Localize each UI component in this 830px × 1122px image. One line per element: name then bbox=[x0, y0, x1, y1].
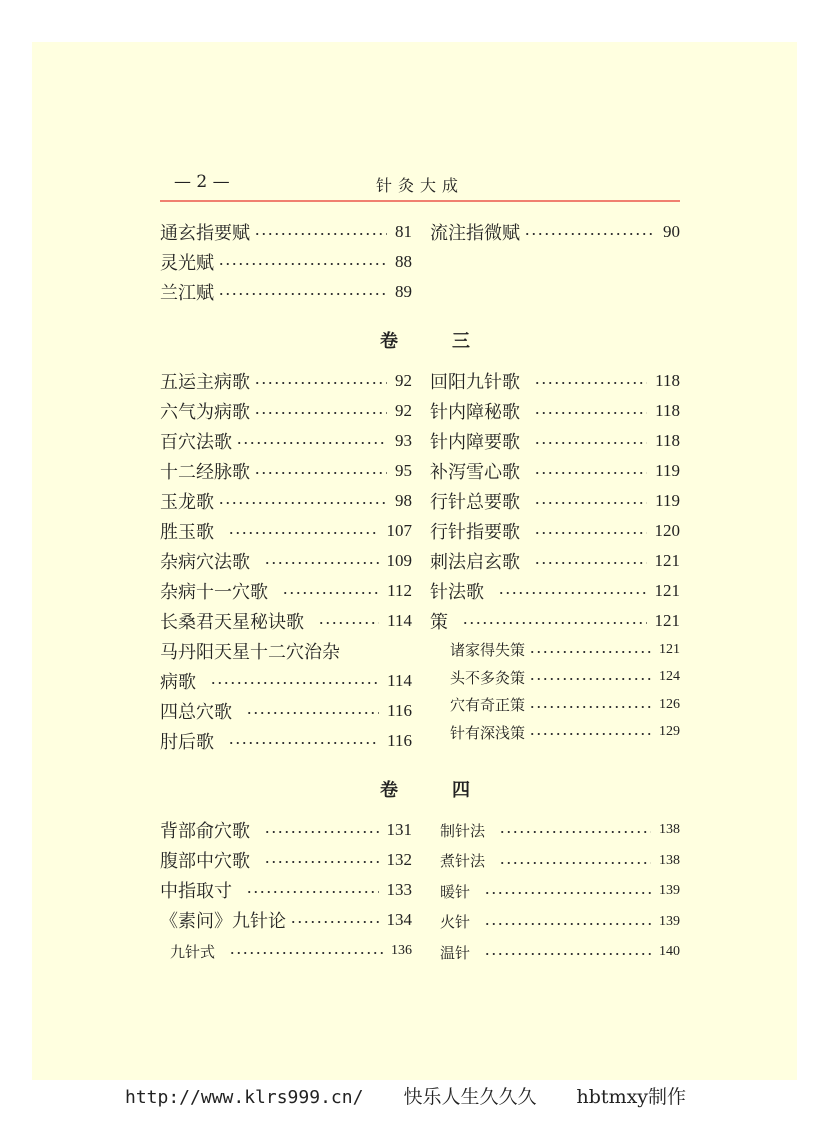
toc-entry-title: 针内障要歌 bbox=[430, 432, 520, 453]
leader-dots bbox=[534, 441, 647, 445]
leader-dots bbox=[218, 262, 387, 266]
leader-dots bbox=[318, 621, 379, 625]
toc-entry[interactable] bbox=[160, 456, 412, 486]
toc-entry[interactable] bbox=[160, 366, 412, 396]
toc-entry[interactable] bbox=[160, 726, 412, 756]
leader-dots bbox=[499, 861, 651, 865]
toc-entry-title: 针法歌 bbox=[430, 582, 484, 603]
toc-entry-page: 126 bbox=[659, 696, 680, 712]
footer-url[interactable]: http://www.klrs999.cn/ bbox=[125, 1087, 364, 1108]
footer-credit: hbtmxy制作 bbox=[576, 1086, 687, 1108]
toc-entry[interactable] bbox=[440, 907, 680, 938]
toc-entry-page: 112 bbox=[387, 581, 412, 600]
toc-entry[interactable] bbox=[160, 696, 412, 726]
toc-entry-page: 118 bbox=[655, 401, 680, 420]
leader-dots bbox=[218, 501, 387, 505]
leader-dots bbox=[529, 705, 651, 709]
section-number: 三 bbox=[452, 331, 470, 352]
leader-dots bbox=[282, 591, 379, 595]
toc-entry[interactable] bbox=[160, 546, 412, 576]
toc-entry[interactable] bbox=[430, 606, 680, 636]
toc-entry-page: 119 bbox=[655, 461, 680, 480]
toc-entry-page: 98 bbox=[395, 491, 412, 510]
toc-entry-page: 136 bbox=[391, 943, 412, 959]
toc-entry-title: 灵光赋 bbox=[160, 253, 214, 274]
toc-entry-page: 138 bbox=[659, 852, 680, 868]
leader-dots bbox=[534, 471, 647, 475]
section-heading-juan-3 bbox=[380, 327, 470, 353]
toc-entry-title: 流注指微赋 bbox=[430, 223, 520, 244]
toc-entry-page: 81 bbox=[395, 222, 412, 241]
leader-dots bbox=[246, 711, 379, 715]
toc-entry-page: 95 bbox=[395, 461, 412, 480]
leader-dots bbox=[529, 732, 651, 736]
leader-dots bbox=[499, 830, 651, 834]
toc-column-right bbox=[430, 366, 680, 636]
leader-dots bbox=[210, 681, 379, 685]
toc-entry[interactable] bbox=[440, 876, 680, 907]
leader-dots bbox=[254, 411, 387, 415]
toc-entry-page: 116 bbox=[387, 731, 412, 750]
toc-entry-page: 121 bbox=[659, 641, 680, 657]
toc-entry-page: 132 bbox=[386, 850, 412, 869]
toc-entry[interactable] bbox=[450, 691, 680, 719]
toc-entry[interactable] bbox=[160, 875, 412, 905]
toc-entry-page: 120 bbox=[654, 521, 680, 540]
toc-entry[interactable] bbox=[430, 486, 680, 516]
toc-entry[interactable] bbox=[160, 486, 412, 516]
toc-entry[interactable] bbox=[160, 815, 412, 845]
toc-subcolumn-left bbox=[170, 936, 412, 967]
toc-entry-page: 121 bbox=[654, 581, 680, 600]
toc-entry-page: 134 bbox=[386, 910, 412, 929]
toc-entry-title: 《素问》九针论 bbox=[160, 911, 286, 932]
toc-entry-title: 回阳九针歌 bbox=[430, 372, 520, 393]
toc-entry[interactable] bbox=[430, 366, 680, 396]
toc-entry-title: 中指取寸 bbox=[160, 881, 232, 902]
toc-column-left bbox=[160, 815, 412, 935]
leader-dots bbox=[218, 292, 387, 296]
leader-dots bbox=[246, 890, 379, 894]
toc-column-right bbox=[430, 217, 680, 247]
section-juan: 卷 bbox=[380, 331, 398, 352]
toc-entry[interactable] bbox=[160, 905, 412, 935]
toc-entry-title: 穴有奇正策 bbox=[450, 696, 526, 715]
section-juan: 卷 bbox=[380, 780, 398, 801]
toc-column-left bbox=[160, 217, 412, 307]
leader-dots bbox=[290, 920, 379, 924]
toc-entry-title: 九针式 bbox=[170, 942, 216, 961]
header-rule bbox=[160, 200, 680, 202]
toc-entry-title: 病歌 bbox=[160, 672, 196, 693]
leader-dots bbox=[534, 501, 647, 505]
toc-entry-page: 114 bbox=[387, 611, 412, 630]
toc-entry-page: 139 bbox=[659, 883, 680, 899]
toc-entry-title: 百穴法歌 bbox=[160, 432, 232, 453]
toc-entry[interactable] bbox=[160, 576, 412, 606]
toc-entry-page: 119 bbox=[655, 491, 680, 510]
leader-dots bbox=[534, 561, 647, 565]
toc-entry[interactable] bbox=[440, 846, 680, 877]
toc-entry-page: 92 bbox=[395, 371, 412, 390]
leader-dots bbox=[534, 531, 647, 535]
leader-dots bbox=[529, 677, 651, 681]
toc-entry-title: 杂病十一穴歌 bbox=[160, 582, 268, 603]
leader-dots bbox=[524, 232, 655, 236]
footer bbox=[125, 1082, 720, 1109]
page-number: — 2 — bbox=[174, 172, 230, 192]
leader-dots bbox=[462, 621, 647, 625]
toc-entry-title: 杂病穴法歌 bbox=[160, 552, 250, 573]
leader-dots bbox=[534, 411, 647, 415]
toc-entry-page: 107 bbox=[386, 521, 412, 540]
toc-entry-title: 十二经脉歌 bbox=[160, 462, 250, 483]
toc-entry-title: 针内障秘歌 bbox=[430, 402, 520, 423]
toc-entry[interactable] bbox=[160, 516, 412, 546]
footer-slogan: 快乐人生久久久 bbox=[403, 1086, 537, 1108]
toc-entry[interactable] bbox=[440, 937, 680, 968]
leader-dots bbox=[229, 951, 383, 955]
running-title: 针灸大成 bbox=[375, 176, 464, 195]
toc-entry[interactable] bbox=[440, 815, 680, 846]
toc-entry[interactable] bbox=[160, 845, 412, 875]
toc-entry[interactable] bbox=[170, 936, 412, 967]
toc-entry-title: 兰江赋 bbox=[160, 283, 214, 304]
toc-entry[interactable] bbox=[160, 666, 412, 696]
toc-entry-title: 通玄指要赋 bbox=[160, 223, 250, 244]
leader-dots bbox=[228, 531, 379, 535]
toc-entry-title: 行针总要歌 bbox=[430, 492, 520, 513]
toc-entry[interactable] bbox=[160, 636, 412, 666]
toc-entry[interactable] bbox=[430, 426, 680, 456]
leader-dots bbox=[254, 471, 387, 475]
toc-entry[interactable] bbox=[160, 247, 412, 277]
toc-entry-page: 124 bbox=[659, 669, 680, 685]
toc-entry-title: 五运主病歌 bbox=[160, 372, 250, 393]
toc-entry-page: 118 bbox=[655, 431, 680, 450]
toc-entry[interactable] bbox=[430, 546, 680, 576]
toc-entry[interactable] bbox=[450, 719, 680, 747]
toc-entry-page: 116 bbox=[387, 701, 412, 720]
toc-column-right bbox=[440, 815, 680, 968]
toc-entry[interactable] bbox=[430, 217, 680, 247]
toc-entry-title: 煮针法 bbox=[440, 852, 486, 871]
toc-entry-title: 头不多灸策 bbox=[450, 668, 526, 687]
toc-entry-page: 133 bbox=[386, 880, 412, 899]
toc-entry-page: 90 bbox=[663, 222, 680, 241]
toc-entry-page: 89 bbox=[395, 282, 412, 301]
toc-entry-title: 长桑君天星秘诀歌 bbox=[160, 612, 304, 633]
toc-entry-title: 火针 bbox=[440, 913, 471, 932]
leader-dots bbox=[534, 381, 647, 385]
toc-entry[interactable] bbox=[160, 277, 412, 307]
toc-entry-page: 93 bbox=[395, 431, 412, 450]
toc-entry-page: 121 bbox=[654, 611, 680, 630]
toc-entry-title: 温针 bbox=[440, 943, 471, 962]
toc-entry-title: 腹部中穴歌 bbox=[160, 851, 250, 872]
toc-entry[interactable] bbox=[160, 396, 412, 426]
toc-entry-title: 六气为病歌 bbox=[160, 402, 250, 423]
leader-dots bbox=[264, 830, 379, 834]
toc-entry-title: 背部俞穴歌 bbox=[160, 821, 250, 842]
toc-column-left bbox=[160, 366, 412, 756]
toc-entry-page: 118 bbox=[655, 371, 680, 390]
toc-entry-title: 制针法 bbox=[440, 821, 486, 840]
toc-subcolumn-right bbox=[450, 636, 680, 746]
toc-entry-page: 88 bbox=[395, 252, 412, 271]
toc-entry-title: 刺法启玄歌 bbox=[430, 552, 520, 573]
leader-dots bbox=[498, 591, 647, 595]
leader-dots bbox=[236, 441, 387, 445]
toc-entry-page: 140 bbox=[659, 944, 680, 960]
toc-entry-page: 138 bbox=[659, 822, 680, 838]
toc-entry-title: 玉龙歌 bbox=[160, 492, 214, 513]
leader-dots bbox=[254, 381, 387, 385]
leader-dots bbox=[484, 891, 651, 895]
toc-entry-page: 109 bbox=[386, 551, 412, 570]
toc-entry-title: 肘后歌 bbox=[160, 732, 214, 753]
toc-entry-page: 114 bbox=[387, 671, 412, 690]
toc-entry[interactable] bbox=[450, 664, 680, 692]
leader-dots bbox=[264, 561, 379, 565]
section-heading-juan-4 bbox=[380, 776, 470, 802]
toc-entry[interactable] bbox=[430, 396, 680, 426]
toc-entry-page: 121 bbox=[654, 551, 680, 570]
toc-entry-title: 四总穴歌 bbox=[160, 702, 232, 723]
section-number: 四 bbox=[452, 780, 470, 801]
leader-dots bbox=[254, 232, 387, 236]
toc-entry-page: 92 bbox=[395, 401, 412, 420]
leader-dots bbox=[529, 650, 651, 654]
toc-entry-page: 131 bbox=[386, 820, 412, 839]
toc-entry-title: 暖针 bbox=[440, 882, 471, 901]
toc-entry-title: 胜玉歌 bbox=[160, 522, 214, 543]
leader-dots bbox=[484, 952, 651, 956]
toc-entry-page: 129 bbox=[659, 724, 680, 740]
toc-entry-title: 行针指要歌 bbox=[430, 522, 520, 543]
toc-entry[interactable] bbox=[160, 606, 412, 636]
toc-entry-title: 策 bbox=[430, 612, 448, 633]
toc-entry[interactable] bbox=[450, 636, 680, 664]
toc-entry[interactable] bbox=[430, 516, 680, 546]
toc-entry-title: 补泻雪心歌 bbox=[430, 462, 520, 483]
leader-dots bbox=[484, 922, 651, 926]
page-background bbox=[32, 42, 797, 1080]
toc-entry-title: 诸家得失策 bbox=[450, 641, 526, 660]
toc-entry-title: 针有深浅策 bbox=[450, 723, 526, 742]
toc-entry[interactable] bbox=[160, 217, 412, 247]
toc-entry[interactable] bbox=[430, 576, 680, 606]
leader-dots bbox=[264, 860, 379, 864]
toc-entry[interactable] bbox=[430, 456, 680, 486]
toc-entry-title: 马丹阳天星十二穴治杂 bbox=[160, 642, 340, 663]
toc-entry-page: 139 bbox=[659, 913, 680, 929]
leader-dots bbox=[228, 741, 379, 745]
toc-entry[interactable] bbox=[160, 426, 412, 456]
